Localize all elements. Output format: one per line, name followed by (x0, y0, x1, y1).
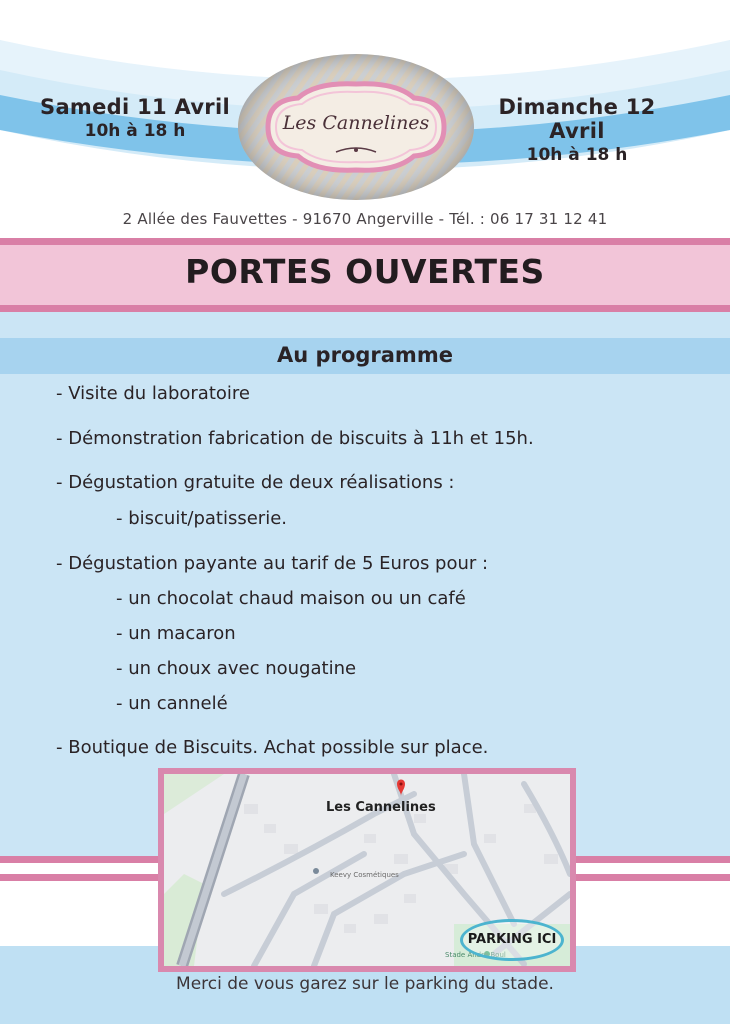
map-frame (158, 768, 576, 972)
saturday-day: Samedi 11 Avril (40, 95, 230, 119)
saturday-date (40, 95, 230, 141)
program-subitem-cannele: - un cannelé (116, 693, 228, 714)
program-item-demo: - Démonstration fabrication de biscuits à 11h et 15h. (56, 428, 534, 449)
sunday-day: Dimanche 12 Avril (498, 95, 656, 143)
program-heading: Au programme (277, 343, 453, 367)
map-stadium-label: Stade André Boul (445, 951, 506, 959)
program-item-shop: - Boutique de Biscuits. Achat possible sur place. (56, 737, 489, 758)
logo-text: Les Cannelines (282, 112, 430, 134)
parking-marker: PARKING ICI (460, 919, 564, 961)
address: 2 Allée des Fauvettes - 91670 Angerville - Tél. : 06 17 31 12 41 (122, 210, 608, 228)
map-shop-label: Keevy Cosmétiques (330, 871, 399, 879)
program-subitem-macaron: - un macaron (116, 623, 236, 644)
title-band-top-line (0, 238, 730, 245)
sunday-hours: 10h à 18 h (526, 145, 628, 165)
program-subitem-choux: - un choux avec nougatine (116, 658, 357, 679)
map-place-label: Les Cannelines (326, 800, 436, 815)
saturday-hours: 10h à 18 h (84, 121, 186, 141)
program-subitem-chocolate: - un chocolat chaud maison ou un café (116, 588, 466, 609)
page-title: PORTES OUVERTES (185, 252, 545, 291)
sunday-date (470, 95, 684, 165)
program-subitem-biscuit: - biscuit/patisserie. (116, 508, 287, 529)
title-band-bottom-line (0, 305, 730, 312)
footer-note: Merci de vous garez sur le parking du stade. (176, 974, 554, 994)
program-item-free-tasting: - Dégustation gratuite de deux réalisations : (56, 472, 455, 493)
program-item-paid-tasting: - Dégustation payante au tarif de 5 Euros pour : (56, 553, 489, 574)
program-item-visit: - Visite du laboratoire (56, 383, 250, 404)
map[interactable] (164, 774, 570, 966)
